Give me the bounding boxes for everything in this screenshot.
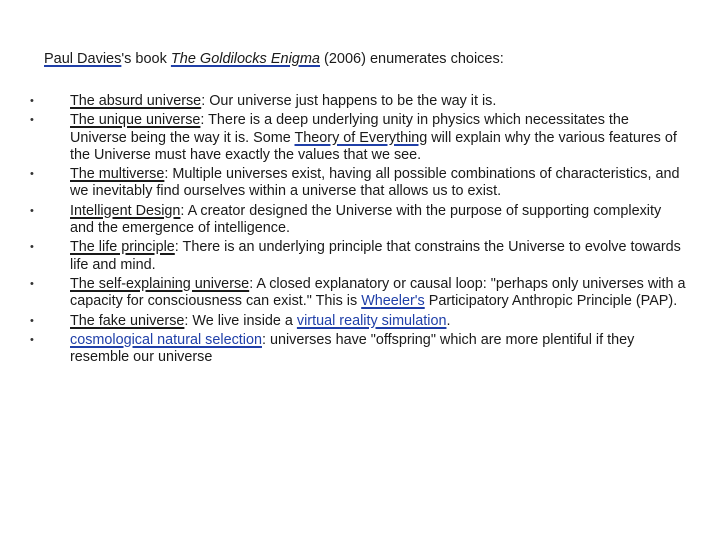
paul-davies-link[interactable]: Paul Davies (44, 51, 122, 67)
item-text: : A closed explanatory or causal loop: "perhaps only universes with a capacity for consciousness can exist." This is (70, 275, 686, 310)
intro-text-1: 's book (121, 51, 171, 67)
item-text: : Multiple universes exist, having all possible combinations of characteristics, and we inevitably find ourselves within a universe that allows us to exist. (70, 166, 680, 200)
item-text: : There is a deep underlying unity in physics which necessitates the Universe being the way it is. Some (70, 112, 629, 146)
item-text: : universes have "offspring" which are more plentiful if they resemble our universe (70, 331, 635, 366)
bullet: • (30, 168, 34, 181)
unique-universe-link[interactable]: The unique universe (70, 112, 201, 129)
wheelers-link[interactable]: Wheeler's (361, 293, 425, 310)
self-explaining-universe-link[interactable]: The self-explaining universe (70, 275, 250, 292)
list-item (28, 93, 688, 110)
choices-list (28, 93, 688, 368)
bullet: • (30, 277, 34, 290)
item-text-after: Participatory Anthropic Principle (PAP). (424, 293, 678, 310)
theory-of-everything-link[interactable]: Theory of Everything (294, 129, 428, 146)
intelligent-design-link[interactable]: Intelligent Design (70, 202, 181, 219)
bullet: • (30, 333, 34, 346)
absurd-universe-link[interactable]: The absurd universe (70, 93, 202, 109)
list-item (28, 239, 688, 274)
bullet: • (30, 114, 34, 127)
item-text: : Our universe just happens to be the way it is. (201, 93, 497, 109)
list-item (28, 203, 688, 238)
life-principle-link[interactable]: The life principle (70, 239, 175, 256)
list-item (28, 112, 688, 164)
multiverse-link[interactable]: The multiverse (70, 166, 165, 183)
intro-line (44, 50, 504, 68)
item-text: : A creator designed the Universe with the purpose of supporting complexity and the emergence of intelligence. (70, 202, 662, 237)
item-text: : We live inside a (184, 312, 297, 329)
bullet: • (30, 204, 34, 217)
list-item (28, 166, 688, 201)
bullet: • (30, 314, 34, 327)
list-item (28, 332, 688, 367)
intro-text-2: (2006) enumerates choices: (320, 51, 504, 67)
cosmological-natural-selection-link[interactable]: cosmological natural selection (70, 331, 262, 348)
list-item (28, 276, 688, 311)
virtual-reality-simulation-link[interactable]: virtual reality simulation (296, 312, 447, 329)
list-item (28, 313, 688, 330)
bullet: • (30, 95, 34, 107)
item-text-after: will explain why the various features of the Universe must have exactly the values that we see. (70, 129, 677, 163)
bullet: • (30, 241, 34, 254)
item-text: : There is an underlying principle that constrains the Universe to evolve towards life and mind. (70, 239, 681, 273)
goldilocks-enigma-link[interactable]: The Goldilocks Enigma (170, 51, 320, 67)
fake-universe-link[interactable]: The fake universe (70, 312, 185, 329)
item-text-after: . (446, 312, 451, 329)
